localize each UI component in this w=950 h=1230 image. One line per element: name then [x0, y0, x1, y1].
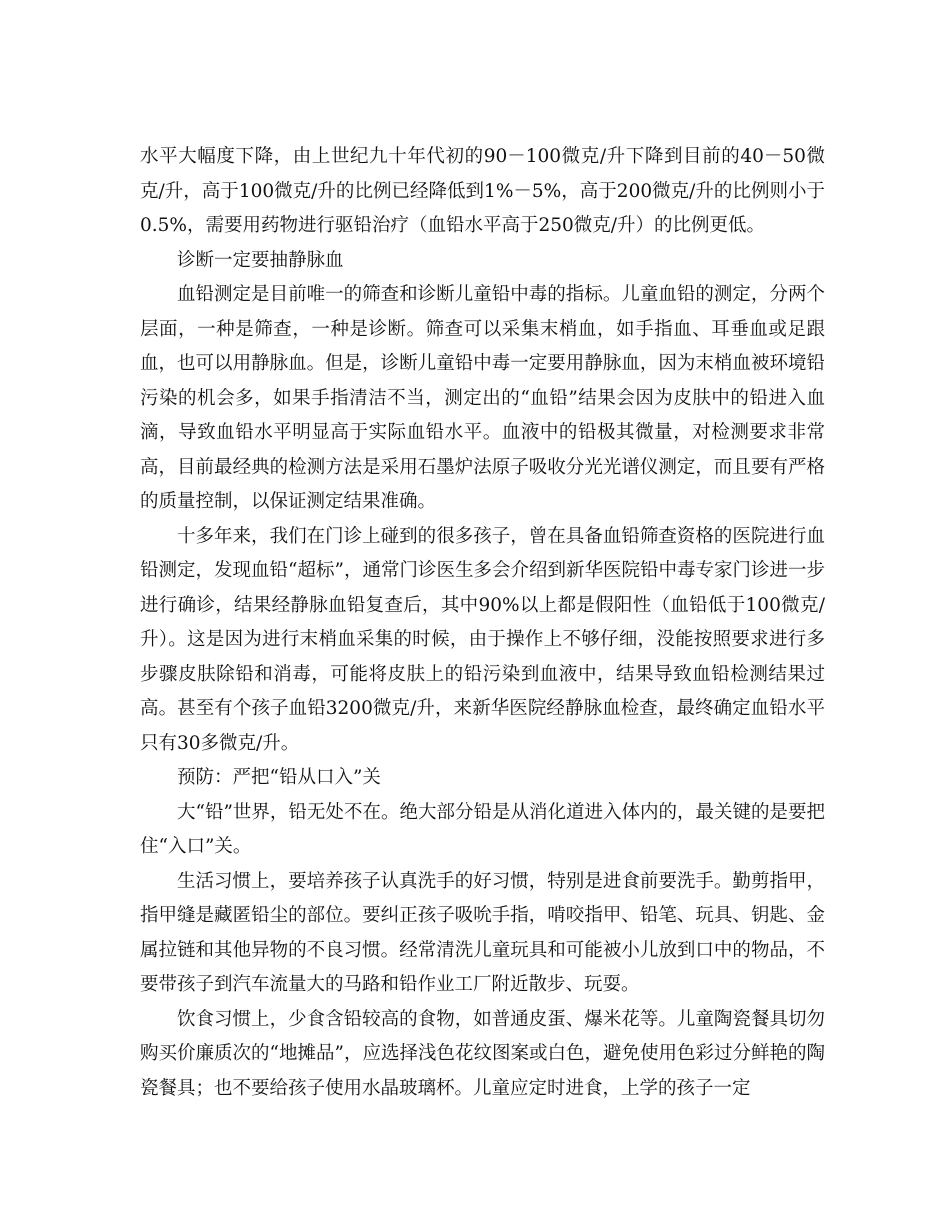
paragraph-living-habits: 生活习惯上，要培养孩子认真洗手的好习惯，特别是进食前要洗手。勤剪指甲，指甲缝是藏匿铅尘的部位。要纠正孩子吸吮手指，啃咬指甲、铅笔、玩具、钥匙、金属拉链和其他异物的不良习惯。经常清洗儿童玩具和可能被小儿放到口中的物品，不要带孩子到汽车流量大的马路和铅作业工厂附近散步、玩耍。 [140, 870, 825, 995]
paragraph-lead-everywhere: 大“铅”世界，铅无处不在。绝大部分铅是从消化道进入体内的，最关键的是要把住“入口”关。 [140, 801, 825, 857]
paragraph-continuation: 水平大幅度下降，由上世纪九十年代初的90－100微克/升下降到目前的40－50微克/升，高于100微克/升的比例已经降低到1%－5%，高于200微克/升的比例则小于0.5%，需要用药物进行驱铅治疗（血铅水平高于250微克/升）的比例更低。 [140, 146, 825, 236]
paragraph-eating-habits: 饮食习惯上，少食含铅较高的食物，如普通皮蛋、爆米花等。儿童陶瓷餐具切勿购买价廉质次的“地摊品”，应选择浅色花纹图案或白色，避免使用色彩过分鲜艳的陶瓷餐具；也不要给孩子使用水晶玻璃杯。儿童应定时进食，上学的孩子一定 [140, 1008, 825, 1099]
paragraph-blood-lead-test: 血铅测定是目前唯一的筛查和诊断儿童铅中毒的指标。儿童血铅的测定，分两个层面，一种是筛查，一种是诊断。筛查可以采集末梢血，如手指血、耳垂血或足跟血，也可以用静脉血。但是，诊断儿童铅中毒一定要用静脉血，因为末梢血被环境铅污染的机会多，如果手指清洁不当，测定出的“血铅”结果会因为皮肤中的铅进入血滴，导致血铅水平明显高于实际血铅水平。血液中的铅极其微量，对检测要求非常高，目前最经典的检测方法是采用石墨炉法原子吸收分光光谱仪测定，而且要有严格的质量控制，以保证测定结果准确。 [140, 284, 825, 512]
paragraph-false-positive: 十多年来，我们在门诊上碰到的很多孩子，曾在具备血铅筛查资格的医院进行血铅测定，发现血铅“超标”，通常门诊医生多会介绍到新华医院铅中毒专家门诊进一步进行确诊，结果经静脉血铅复查后，其中90%以上都是假阳性（血铅低于100微克/升）。这是因为进行末梢血采集的时候，由于操作上不够仔细，没能按照要求进行多步骤皮肤除铅和消毒，可能将皮肤上的铅污染到血液中，结果导致血铅检测结果过高。甚至有个孩子血铅3200微克/升，来新华医院经静脉血检查，最终确定血铅水平只有30多微克/升。 [140, 525, 825, 754]
section-heading-prevention: 预防：严把“铅从口入”关 [177, 767, 381, 788]
section-heading-diagnosis: 诊断一定要抽静脉血 [177, 249, 344, 271]
document-body [140, 140, 825, 1106]
